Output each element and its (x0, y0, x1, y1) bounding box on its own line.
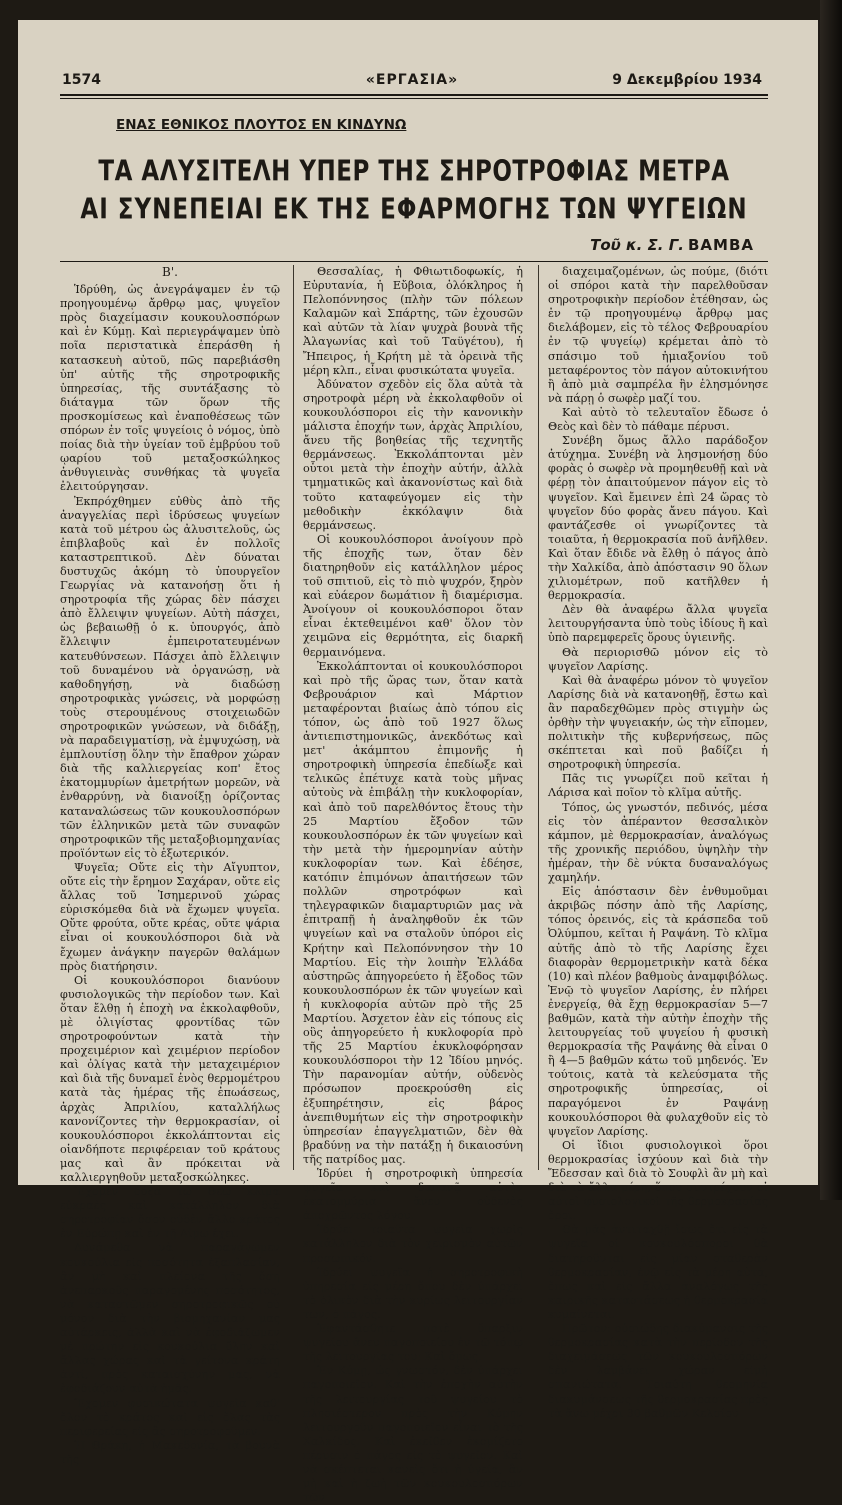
issue-date: 9 Δεκεμβρίου 1934 (612, 72, 762, 88)
byline-rule (60, 261, 768, 262)
page-binding-edge (820, 0, 842, 1200)
paragraph: Θὰ περιορισθῶ μόνον εἰς τὸ ψυγεῖον Λαρίσης. (548, 645, 768, 673)
newspaper-page (18, 20, 818, 1505)
headline-secondary: ΑΙ ΣΥΝΕΠΕΙΑΙ ΕΚ ΤΗΣ ΕΦΑΡΜΟΓΗΣ ΤΩΝ ΨΥΓΕΙΩΝ (80, 194, 748, 226)
column-2 (303, 265, 523, 1505)
paragraph: Ἱδρύει ἡ σηροτροφικὴ ὑπηρεσία ψυγεῖα καὶ δαπανᾷ αὐτὴν ἑκατομμύρια ἄνευ οὐδενὸς ἀποχρῶντος λόγου. (303, 1167, 523, 1223)
masthead: «ΕΡΓΑΣΙΑ» (365, 72, 459, 88)
paragraph: Ἀδύνατον σχεδὸν εἰς ὅλα αὐτὰ τὰ σηροτροφὰ μέρη νὰ ἐκκολαφθοῦν οἱ κουκουλόσποροι εἰς τὴν κανονικὴν μάλιστα ἐποχήν των, ἀρχὰς Ἀπριλίου, ἄνευ τῆς βοηθείας τῆς τεχνητῆς θερμάνσεως. Ἐκκολάπτονται μὲν οὗτοι μετὰ τὴν ἐποχὴν αὐτήν, ἀλλὰ τμηματικῶς καὶ ἀκανονίστως καὶ διὰ τοῦτο καταφεύγομεν εἰς τὴν μεθοδικὴν ἐκκόλαψιν διὰ θερμάνσεως. (303, 377, 523, 532)
paragraph: Ἔχομεν φυσικώτατα ψυγεῖα καθ' ὅλον τὸ κράτος καὶ εἰς ὅλας τὰς περιφερείας εἰς ἃς σηροτροφοῦμεν. (60, 1396, 280, 1438)
paragraph: Συνέβη ὅμως ἄλλο παράδοξον ἀτύχημα. Συνέβη νὰ λησμονήσῃ δύο φορὰς ὁ σωφὲρ νὰ προμηθευθῇ καὶ νὰ φέρῃ τὸν ἀπαιτούμενον πάγον εἰς τὸ ψυγεῖον. Καὶ ἔμεινεν ἐπὶ 24 ὥρας τὸ ψυγεῖον δύο φορὰς ἄνευ πάγου. Καὶ φαντάζεσθε οἱ γνωρίζοντες τὰ τοιαῦτα, ἡ θερμοκρασία ποῦ ἀνῆλθεν. Καὶ ὅταν ἔδιδε νὰ ἔλθῃ ὁ πάγος ἀπὸ τὴν Χαλκίδα, ἀπὸ ἀπόστασιν 90 ὅλων χιλιομέτρων, ποῦ κατῆλθεν ἡ θερμοκρασία. (548, 434, 768, 603)
byline (590, 236, 754, 254)
paragraph: Ἐκκολάπτονται οἱ κουκουλόσποροι καὶ πρὸ τῆς ὥρας των, ὅταν κατὰ Φεβρουάριον καὶ Μάρτιον μεταφέρονται βιαίως ἀπὸ τόπου εἰς τόπον, ὡς ἀπὸ τοῦ 1927 ὅλως ἀντιεπιστημονικῶς, ἀνεκδότως καὶ μετ' ἀκάμπτου ἐπιμονῆς ἡ σηροτροφικὴ ὑπηρεσία ἐπεδίωξε καὶ τελικῶς ἐπέτυχε κατὰ τοὺς μῆνας αὐτοὺς νὰ ἐπιβάλῃ τὴν κυκλοφορίαν, καὶ ἀπὸ τοῦ παρελθόντος ἔτους τὴν 25 Μαρτίου ἔξοδον τῶν κουκουλοσπόρων ἐκ τῶν ψυγείων καὶ τὴν μετὰ τὴν ἡμερομηνίαν αὐτὴν κυκλοφορίαν των. Καὶ ἐδέησε, κατόπιν ἐπιμόνων ἀπαιτήσεων τῶν πολλῶν σηροτρόφων καὶ τηλεγραφικῶν διαμαρτυριῶν μας νὰ ἐπιτραπῇ ἡ ἀναληφθοῦν ἐκ τῶν ψυγείων καὶ να σταλοῦν ὑπόροι εἰς Κρήτην καὶ Πελοπόννησον τὴν 10 Μαρτίου. Εἰς τὴν λοιπὴν Ἑλλάδα αὐστηρῶς ἀπηγορεύετο ἡ ἔξοδος τῶν κουκουλοσπόρων ἐκ τῶν ψυγείων καὶ ἡ κυκλοφορία αὐτῶν πρὸ τῆς 25 Μαρτίου. Ἀσχετον ἐὰν εἰς τόπους εἰς οὓς ἀπηγορεύετο ἡ κυκλοφορία πρὸ τῆς 25 Μαρτίου ἐκυκλοφόρησαν κουκουλόσποροι τὴν 12 Ἰδίου μηνός. Τὴν παρανομίαν αὐτήν, οὐδενὸς πρόσωπον προεκρούσθη εἰς ἐξυπηρέτησιν, εἰς βάρος ἀνεπιθυμήτων εἰς τὴν σηροτροφικὴν ὑπηρεσίαν ἐπαγγελματιῶν, δὲν θὰ βραδύνῃ να τὴν πατάξῃ ἡ δικαιοσύνη τῆς πατρίδος μας. (303, 659, 523, 1166)
paragraph: Θεσσαλίας, ἡ Φθιωτιδοφωκίς, ἡ Εὐρυτανία, ἡ Εὔβοια, ὁλόκληρος ἡ Πελοπόννησος (πλὴν τῶν πόλεων Καλαμῶν καὶ Σπάρτης, τῶν ἐχουσῶν καὶ αὐτῶν τὰ λίαν ψυχρὰ βουνὰ τῆς Ἀλαγωνίας καὶ τοῦ Ταϋγέτου), ἡ Ἤπειρος, ἡ Κρήτη μὲ τὰ ὀρεινὰ τῆς μέρη κλπ., εἶναι φυσικώτατα ψυγεῖα. (303, 265, 523, 377)
section-mark: Β'. (162, 265, 178, 279)
paragraph: Ψυγεῖα; Οὔτε εἰς τὴν Αἴγυπτον, οὔτε εἰς τὴν ἔρημον Σαχάραν, οὔτε εἰς ἄλλας τοῦ Ἰσημερινοῦ χώρας εὑρισκόμεθα διὰ νὰ ἔχωμεν ψυγεῖα. Οὔτε φρούτα, οὔτε κρέας, οὔτε ψάρια εἶναι οἱ κουκουλόσποροι διὰ νὰ ἔχωμεν ἀνάγκην παγερῶν θαλάμων πρὸς διατήρησιν. (60, 860, 280, 973)
article-body (60, 265, 768, 1505)
paragraph: Ἔχομεν δόξα τῷ Θεῷ κλῖμα εὐκραὲς καὶ κατάλληλον διὰ σηροτροφίαν ὅσον οὐδὲν ἄλλο κράτος ἐν Εὐρώπῃ καὶ ἐν τῇ Αἰμῳ ἔχει. (60, 1185, 280, 1241)
paragraph: Ἐκπρόχθημεν εὐθὺς ἀπὸ τῆς ἀναγγελίας περὶ ἱδρύσεως ψυγείων κατὰ τοῦ μέτρου ὡς ἀλυσιτελοῦς, ὡς ἐπιβλαβοῦς καὶ ἐν πολλοῖς καταστρεπτικοῦ. Δὲν δύναται δυστυχῶς ἀκόμη τὸ ὑπουργεῖον Γεωργίας νὰ κατανοήσῃ ὅτι ἡ σηροτροφία τῆς χώρας δὲν πάσχει ἀπὸ ἔλλειψιν ψυγείων. Αὐτὴ πάσχει, ὡς βεβαιωθῇ ὁ κ. ὑπουργός, ἀπὸ ἔλλειψιν ἐμπειροτατευμένων κατευθύνσεων. Πάσχει ἀπὸ ἔλλειψιν τοῦ δυναμένου νὰ ὀργανώσῃ, νὰ καθοδηγήσῃ, νὰ διαδώσῃ σηροτροφικὰς γνώσεις, νὰ μορφώσῃ τοὺς στερουμένους στοιχειωδῶν σηροτροφικῶν γνώσεων, νὰ διδάξῃ, νὰ παραδειγματίσῃ, νὰ ἐμψυχώσῃ, νὰ ἐμπλουτίσῃ ὅλην τὴν ἔπαθρον χώραν διὰ τῆς καλλιεργείας κοπ' ἔτος ἑκατομμυρίων ἀμετρήτων μορεῶν, νὰ ἐνθαρρύνῃ, νὰ διανοίξῃ ὁρίζοντας καταναλώσεως τῶν κουκουλοσπόρων τῶν ἑλληνικῶν μετὰ τῶν συναφῶν σηροτροφικῶν τῆς μεταξοβιομηχανίας προϊόντων εἰς τὸ ἐξωτερικόν. (60, 494, 280, 860)
paragraph: Πᾶς τις γνωρίζει ποῦ κεῖται ἡ Λάρισα καὶ ποῖον τὸ κλῖμα αὐτῆς. (548, 772, 768, 800)
paragraph: Δὲν θὰ ἀναφέρω ἄλλα ψυγεῖα λειτουργήσαντα ὑπὸ τοὺς ἰδίους ἢ καὶ ὑπὸ παρεμφερεῖς ὅρους ὑγιεινῆς. (548, 603, 768, 645)
column-3 (548, 265, 768, 1420)
paragraph: Πρῶτον: οὐσιώδης διακύμανσις τῆς θερμοκρασίας κατὰ τὴν περίοδον τῆς διαχειμάσεως τῶν κουκουλοσπόρων δὲν λαμβάνει χώραν εἰμὴ σπανιώτατα. Τοιαύτη θεομηνία διακυμάνσεως τῆς θερμοκρασίας πρὸς τὰ ἄνω μέχρι 30 βαθμῶν Κελσίου (548, 1322, 768, 1420)
header-rule-thick (60, 94, 768, 96)
column-divider (538, 265, 539, 1170)
paragraph: Οἱ κουκουλόσποροι διανύουν φυσιολογικῶς τὴν περίοδον των. Καὶ ὅταν ἔλθῃ ἡ ἐποχὴ να ἐκκολαφθοῦν, μὲ ὀλιγίστας φροντίδας τῶν σηροτροφούντων κατὰ τὴν προχειμέριον καὶ χειμέριον περίοδον καὶ ὀλίγας κατὰ τὴν μεταχειμέριον καὶ διὰ τῆς δυναμεῖ ἑνὸς θερμομέτρου κατὰ τὰς ἡμέρας τῆς ἐπωάσεως, ἀρχὰς Ἀπριλίου, καταλλήλως κανονίζοντες τὴν θερμοκρασίαν, οἱ κουκουλόσποροι ἐκκολάπτονται εἰς οἱανδήποτε περιφέρειαν τοῦ κράτους μας καὶ ἂν πρόκειται νὰ καλλιεργηθοῦν μεταξοσκώληκες. (60, 973, 280, 1184)
page-header (62, 72, 762, 112)
paragraph: Οἱ κουκουλόσποροι ἀνοίγουν πρὸ τῆς ἐποχῆς των, ὅταν δὲν διατηρηθοῦν εἰς κατάλληλον μέρος τοῦ σπιτιοῦ, εἰς τὸ πιὸ ψυχρόν, ξηρὸν καὶ εὐάερον δωμάτιον ἢ διαμέρισμα. Ἀνοίγουν οἱ κουκουλόσποροι ὅταν εἶναι ἐκτεθειμένοι καθ' ὅλον τὸν χειμῶνα εἰς θερμότητα, εἰς διαρκῆ θερμαινόμενα. (303, 532, 523, 659)
page-number: 1574 (62, 72, 101, 88)
paragraph: Ἱδρύει τοιαῦτα ψυγεῖα χωρὶς κατάλληλον διὰ τὸν χειρισμὸν αὐτῶν προσωπικόν. (303, 1223, 523, 1265)
paragraph: Δυνάμεθα νὰ παραγάγωμεν κουκούλια εἰς ποσότητα ἐξαπλασίαν, ἂν μὴ καὶ πλείονα τῆς ὅση ἀνεπαρκοῦς παραγομένης ποσότητος, νὰ καταστῶμεν σηροτροφικῶς οὐ μόνον διὰ τὴν βιομηχανίαν μας αὐτάρκεις, ἀλλὰ καὶ νὰ ἐφοδιάζωμεν μὲ πρώτην εἰς κουκούλια ὕλην καὶ ἄλλας χώρας καὶ τὰ γείτονα κράτη ἀντί, πρὸς καταισχύνην μας, νὰ ἐφοδιάζουν αὐτὰ ἡμᾶς. (60, 1241, 280, 1396)
paragraph: Καὶ θὰ ἀναφέρω μόνον τὸ ψυγεῖον Λαρίσης διὰ νὰ κατανοηθῇ, ἔστω καὶ ἂν παραδεχθῶμεν πρὸς στιγμὴν ὡς ὀρθὴν τὴν ψυγειακήν, ὡς τὴν εἴπομεν, πολιτικὴν τῆς κυβερνήσεως, πῶς σκέπτεται καὶ ποῦ βαδίζει ἡ σηροτροφικὴ ὑπηρεσία. (548, 673, 768, 772)
paragraph: Ἱδρύει ψυγεῖα ἡ σηροτροφικὴ ὑπηρεσία εἰς μέρη ὅπου δὲν ὑπάρχει τὸ ὀλικὸν διὰ τὴν κυρίως λειτουργίαν των, ὁ πάγος. (303, 1265, 523, 1321)
header-rule-thin (60, 98, 768, 99)
byline-name: ΒΑΜΒΑ (687, 236, 754, 254)
byline-prefix: Τοῦ κ. Σ. Γ. (590, 236, 684, 254)
paragraph: Ἱδρύθη, ὡς ἀνεγράψαμεν ἐν τῷ προηγουμένῳ ἄρθρῳ μας, ψυγεῖον πρὸς διαχείμασιν κουκουλοσπόρων καὶ ἐν Κύμῃ. Καὶ περιεγράψαμεν ὑπὸ ποῖα περιστατικὰ ἐπεράσθη ἡ κατασκευὴ αὐτοῦ, πῶς παρεβιάσθη ὑπ' αὐτῆς τῆς σηροτροφικῆς ὑπηρεσίας, τῆς συντάξασης τὸ διάταγμα τῶν ὅρων τῆς προσκομίσεως καὶ ἐναποθέσεως τῶν σπόρων ἐν τοῖς ψυγείοις ὁ νόμος, ὑπὸ ποίας διὰ τὴν ὑγείαν τοῦ ἐμβρύου τοῦ ῳαρίου τοῦ μεταξοσκώληκος ἀνθυγιεινὰς συνθήκας τὰ ψυγεῖα ἐλειτούργησαν. (60, 283, 280, 494)
paragraph: Οἱ ἴδιοι φυσιολογικοὶ ὅροι θερμοκρασίας ἰσχύουν καὶ διὰ τὴν Ἔδεσσαν καὶ διὰ τὸ Σουφλὶ ἂν μὴ καὶ διὰ τὰ ἄλλα μέρη, ὅπου συντρέχουν οἱ αὐτοὶ φυσιολογικοὶ τῆς θερμοκρασίας ὅροι. (548, 1138, 768, 1223)
article-kicker: ΕΝΑΣ ΕΘΝΙΚΟΣ ΠΛΟΥΤΟΣ ΕΝ ΚΙΝΔΥΝΩ (116, 117, 407, 133)
headline-primary: ΤΑ ΑΛΥΣΙΤΕΛΗ ΥΠΕΡ ΤΗΣ ΣΗΡΟΤΡΟΦΙΑΣ ΜΕΤΡΑ (98, 156, 730, 188)
paragraph: Εἰς ἀπόστασιν δὲν ἐνθυμοῦμαι ἀκριβῶς πόσην ἀπὸ τῆς Λαρίσης, τόπος ὀρεινός, εἰς τὰ κράσπεδα τοῦ Ὀλύμπου, κεῖται ἡ Ραψάνη. Τὸ κλῖμα αὐτῆς ἀπὸ τὸ τῆς Λαρίσης ἔχει διαφορὰν θερμομετρικὴν κατὰ δέκα (10) καὶ πλέον βαθμοὺς ἀναμφιβόλως. Ἐνῷ τὸ ψυγεῖον Λαρίσης, ἐν πλήρει ἐνεργείᾳ, θὰ ἔχῃ θερμοκρασίαν 5—7 βαθμῶν, κατὰ τὴν αὐτὴν ἐποχὴν τῆς λειτουργείας τοῦ ψυγείου ἡ φυσικὴ θερμοκρασία τῆς Ραψάνης θὰ εἶναι 0 ἢ 4—5 βαθμῶν κάτω τοῦ μηδενός. Ἐν τούτοις, κατὰ τὰ κελεύσματα τῆς σηροτροφικῆς ὑπηρεσίας, οἱ παραγόμενοι ἐν Ραψάνῃ κουκουλόσποροι θὰ φυλαχθοῦν εἰς τὸ ψυγεῖον Λαρίσης. (548, 885, 768, 1138)
paragraph: Καὶ αὐτὸ τὸ τελευταῖον ἔδωσε ὁ Θεὸς καὶ δὲν τὸ πάθαμε πέρυσι. (548, 405, 768, 434)
paragraph: διαχειμαζομένων, ὡς πούμε, (διότι οἱ σπόροι κατὰ τὴν παρελθοῦσαν σηροτροφικὴν περίοδον ἐτέθησαν, ὡς ἐν τῷ προηγουμένῳ ἄρθρῳ μας διελάβομεν, εἰς τὸ τέλος Φεβρουαρίου ἐν τῷ ψυγείῳ) κρέμεται ἀπὸ τὸ σπάσιμο τοῦ ἡμιαξονίου τοῦ μεταφέροντος τὸν πάγον αὐτοκινήτου ἢ ἀπὸ μιὰ σαμπρέλα ἣν ἐλησμόνησε νὰ πάρῃ ὁ σωφὲρ μαζί του. (548, 265, 768, 405)
paragraph: Τόπος, ὡς γνωστόν, πεδινός, μέσα εἰς τὸν ἀπέραντον θεσσαλικὸν κάμπον, μὲ θερμοκρασίαν, ἀναλόγως τῆς χρονικῆς περιόδου, ὑψηλὴν τὴν ἡμέραν, τὴν δὲ νύκτα δυσαναλόγως χαμηλήν. (548, 800, 768, 885)
paragraph: Ἐν Κύμῃ, ὡς γνωστόν, δὲν ὑπάρχει παγοποιεῖον. Καὶ τὴν ἐποχὴν αὐτὴν τῆς λειτουργίας τοῦ ψυγείου τὸ πλησιέστερον πρὸς τὴν Κύμην λειτουργοῦν παγοποιεῖον εἶναι τὸ τῆς Χαλκίδος. Καὶ ἐκεῖθεν ἐκομίζετο πέρυσιν ὁ πάγος εἰς τὸ ψυγεῖον. Καὶ νὰ σκέπτεται κανεὶς ὅτι ἡ ὑγεία, ἂν μὴ καὶ ἡ ζωὴ τῶν κουκουλοσπόρων τῶν (303, 1364, 523, 1505)
column-1 (60, 265, 280, 1466)
paragraph: Ἡ Θράκη, ἡ Μακεδονία, τὰ βουνὰ τῆς (60, 1438, 280, 1466)
paragraph: Θὰ μᾶς ἀντιταχθῇ ἴσως ὅτι εἰς τὰ ψυγεῖα οἱ κουκουλόσποροι θὰ διατηροῦνται εἰς μίαν σταθερὰν θερμοκρασίαν, ἐνῷ εἰς τὰ μέρη αὐτά, ὅπως καὶ εἰς ἄλλα ἀναλόγως τῆς καιρικῆς καταστάσεως ἡ θερμοκρασία κυμαίνεται. (548, 1223, 768, 1321)
paragraph: Ἐφαντάσθητε ποτὲ ὕπαρξιν ψυγείου ἄνευ παγοποιείου ἐν τῷ τόπῳ τῆς λειτουργίας του; Καὶ ὅμως. (303, 1322, 523, 1364)
column-divider (293, 265, 294, 1170)
